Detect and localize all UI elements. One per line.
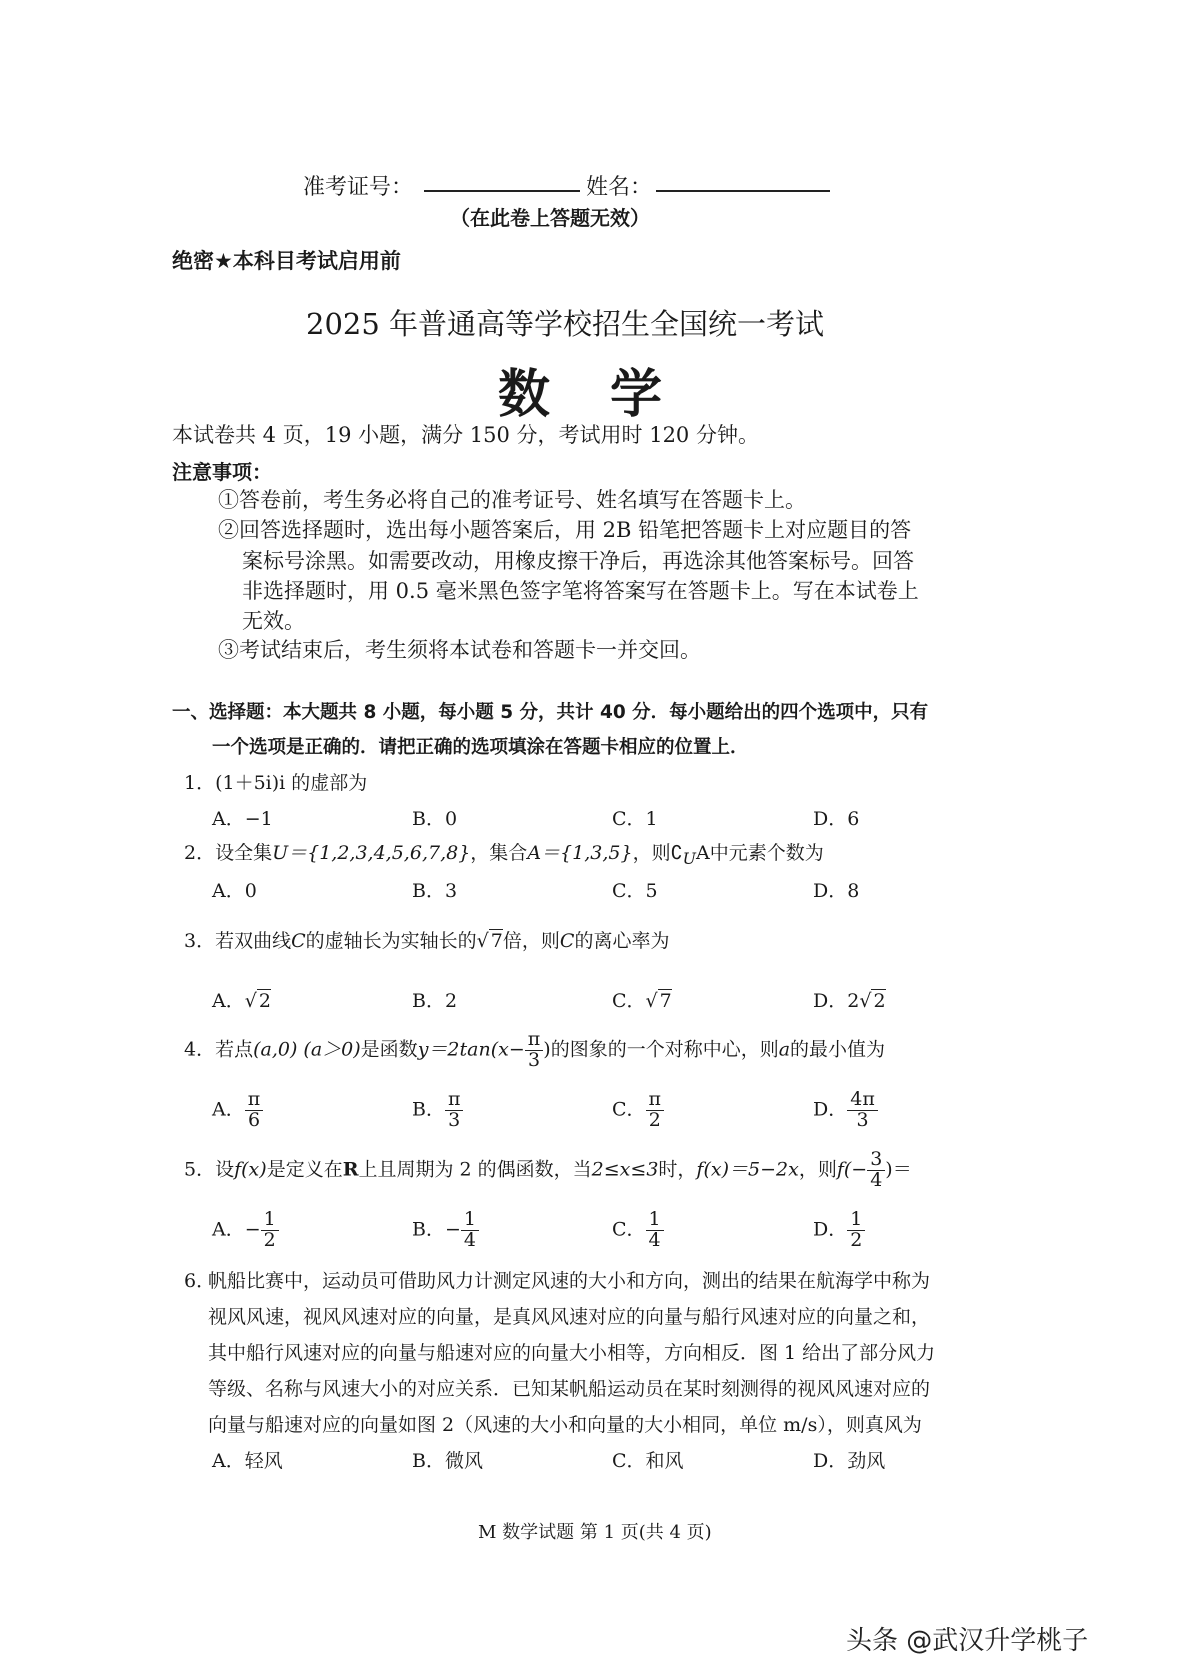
option-label: C． [612,1098,646,1121]
q5-option-b [412,1210,479,1251]
q5-tail: )＝ [885,1158,912,1181]
option-label: D．2 [813,990,860,1012]
denominator: 3 [527,1048,541,1071]
exam-title: 2025 年普通高等学校招生全国统一考试 [306,307,825,341]
q2-option-a: A．0 [212,880,257,902]
notice-item: ③考试结束后，考生须将本试卷和答题卡一并交回。 [218,638,701,662]
watermark: 头条 @武汉升学桃子 [846,1626,1089,1656]
denominator: 3 [448,1108,461,1131]
q2-text: A中元素个数为 [696,842,824,864]
q5-text: 上且周期为 2 的偶函数，当 [358,1158,592,1181]
numerator: 1 [461,1210,479,1231]
denominator: 4 [463,1228,476,1251]
numerator: 1 [847,1210,865,1231]
q6-option-a: A．轻风 [212,1450,283,1472]
question-6-line: 视风风速，视风风速对应的向量，是真风风速对应的向量与船行风速对应的向量之和， [208,1306,931,1328]
q3-option-c [612,986,672,1013]
q2-set-u: U＝{1,2,3,4,5,6,7,8} [272,842,471,864]
q2-text: ，则∁ [632,842,683,864]
option-label: C． [612,990,646,1012]
numerator: π [646,1090,665,1111]
page-footer: M 数学试题 第 1 页(共 4 页) [478,1522,712,1543]
question-6-line: 其中船行风速对应的向量与船速对应的向量大小相等，方向相反．图 1 给出了部分风力 [208,1342,936,1364]
q5-function: f(x) [234,1158,267,1181]
q5-f: f(− [836,1158,868,1181]
name-blank [656,168,830,192]
option-label: D． [813,1098,848,1121]
option-value: 7 [659,990,672,1012]
q1-option-a: A．−1 [212,808,273,830]
q2-text: ，集合 [470,842,528,864]
numerator: π [445,1090,464,1111]
option-label: A． [212,990,245,1012]
fraction [646,1090,665,1131]
option-label: C． [612,1218,646,1241]
section-heading-line1: 一、选择题：本大题共 8 小题，每小题 5 分，共计 40 分．每小题给出的四个选项中，只有 [172,702,929,723]
q3-symbol: C [291,930,306,952]
q1-option-c: C．1 [612,808,658,830]
question-5 [184,1150,912,1191]
q6-option-b: B．微风 [412,1450,483,1472]
q1-option-b: B．0 [412,808,458,830]
q3-text: 的离心率为 [574,930,670,952]
numerator: 1 [646,1210,664,1231]
q5-text: ，则 [798,1158,837,1181]
denominator: 4 [870,1168,883,1191]
minus-sign: − [244,1218,261,1241]
q4-option-a [212,1090,263,1131]
q5-option-a [212,1210,279,1251]
question-6-number: 6． [184,1270,216,1292]
minus-sign: − [444,1218,461,1241]
notice-item: 案标号涂黑。如需要改动，用橡皮擦干净后，再选涂其他答案标号。回答 [242,549,914,573]
notice-heading: 注意事项： [172,460,272,484]
denominator: 6 [247,1108,261,1131]
fraction [461,1210,479,1251]
q3-text: 的虚轴长为实轴长的 [305,930,477,952]
section-heading-line2: 一个选项是正确的．请把正确的选项填涂在答题卡相应的位置上． [212,737,749,758]
notice-item: ②回答选择题时，选出每小题答案后，用 2B 铅笔把答题卡上对应题目的答 [218,518,912,542]
denominator: 3 [856,1108,869,1131]
numerator: π [245,1090,264,1111]
denominator: 4 [648,1228,661,1251]
q5-condition: 2≤x≤3 [591,1158,659,1181]
intro-text: 本试卷共 4 页，19 小题，满分 150 分，考试用时 120 分钟。 [172,423,759,447]
q3-symbol: C [559,930,575,952]
q4-function: y＝2tan(x− [417,1038,525,1061]
fraction [445,1090,464,1131]
question-1 [184,768,367,795]
q4-paren: ) [543,1038,551,1061]
sqrt-sign: √ [859,990,872,1012]
exam-id-label: 准考证号： [303,175,414,200]
q5-reals: R [342,1158,359,1181]
q4-symbol: a [778,1038,791,1061]
question-text: (1＋5i)i 的虚部为 [215,772,368,794]
q5-text: 是定义在 [266,1158,343,1181]
option-label: B． [412,1218,445,1241]
option-label: B． [412,1098,445,1121]
q4-option-d [813,1090,878,1131]
q2-set-a: A＝{1,3,5} [527,842,633,864]
invalid-note: （在此卷上答题无效） [450,206,650,230]
q5-option-c [612,1210,664,1251]
q4-option-b [412,1090,463,1131]
question-4 [184,1030,885,1071]
q5-equation: f(x)＝5−2x [696,1158,799,1181]
name-label: 姓名： [586,175,653,200]
q2-subscript: U [682,848,696,868]
q3-root-value: 7 [490,930,503,952]
sqrt-sign: √ [244,990,257,1012]
notice-item: ①答卷前，考生务必将自己的准考证号、姓名填写在答题卡上。 [218,488,806,512]
q4-text: 若点 [215,1038,254,1061]
question-number: 2． [184,842,216,864]
numerator: 1 [261,1210,279,1231]
option-value: 2 [873,990,886,1012]
fraction [847,1090,878,1131]
q3-option-b: B．2 [412,990,458,1012]
numerator: 3 [867,1150,885,1171]
notice-item: 非选择题时，用 0.5 毫米黑色签字笔将答案写在答题卡上。写在本试卷上 [242,579,919,603]
q6-option-c: C．和风 [612,1450,684,1472]
question-number: 3． [184,930,216,952]
numerator: π [525,1030,544,1051]
q3-text: 倍，则 [502,930,560,952]
q2-option-d: D．8 [813,880,860,902]
q5-text: 时， [658,1158,697,1181]
q2-option-b: B．3 [412,880,458,902]
sqrt-sign: √ [645,990,658,1012]
q1-option-d: D．6 [813,808,860,830]
q5-text: 设 [215,1158,235,1181]
question-6-line: 帆船比赛中，运动员可借助风力计测定风速的大小和方向，测出的结果在航海学中称为 [208,1270,931,1292]
q2-text: 设全集 [215,842,273,864]
question-number: 5． [184,1158,216,1181]
subject-title: 数学 [498,364,723,425]
secret-label: 绝密★本科目考试启用前 [172,249,401,273]
q4-text: 是函数 [360,1038,418,1061]
q4-text: 的最小值为 [790,1038,886,1061]
sqrt-sign: √ [476,930,489,952]
q4-text: 的图象的一个对称中心，则 [550,1038,779,1061]
option-value: 2 [258,990,271,1012]
question-6-line: 等级、名称与风速大小的对应关系．已知某帆船运动员在某时刻测得的视风风速对应的 [208,1378,931,1400]
fraction [867,1150,885,1191]
question-6-line: 向量与船速对应的向量如图 2（风速的大小和向量的大小相同，单位 m/s），则真风为 [208,1414,922,1436]
q2-option-c: C．5 [612,880,658,902]
denominator: 2 [850,1228,863,1251]
fraction [261,1210,279,1251]
denominator: 2 [648,1108,661,1131]
q5-option-d [813,1210,865,1251]
question-2 [184,838,824,868]
q4-point: (a,0) (a＞0) [253,1038,361,1061]
fraction [847,1210,865,1251]
q3-text: 若双曲线 [215,930,292,952]
fraction [245,1090,264,1131]
q3-option-a [212,986,271,1013]
q4-option-c [612,1090,664,1131]
question-number: 4． [184,1038,216,1061]
q3-option-d [813,986,886,1013]
question-number: 1． [184,772,216,794]
option-label: A． [212,1098,245,1121]
exam-id-blank [424,168,580,192]
q6-option-d: D．劲风 [813,1450,886,1472]
denominator: 2 [263,1228,276,1251]
option-label: D． [813,1218,848,1241]
numerator: 4π [847,1090,878,1111]
fraction [646,1210,664,1251]
fraction [525,1030,544,1071]
option-label: A． [212,1218,245,1241]
question-3 [184,926,669,953]
notice-item: 无效。 [242,609,305,633]
